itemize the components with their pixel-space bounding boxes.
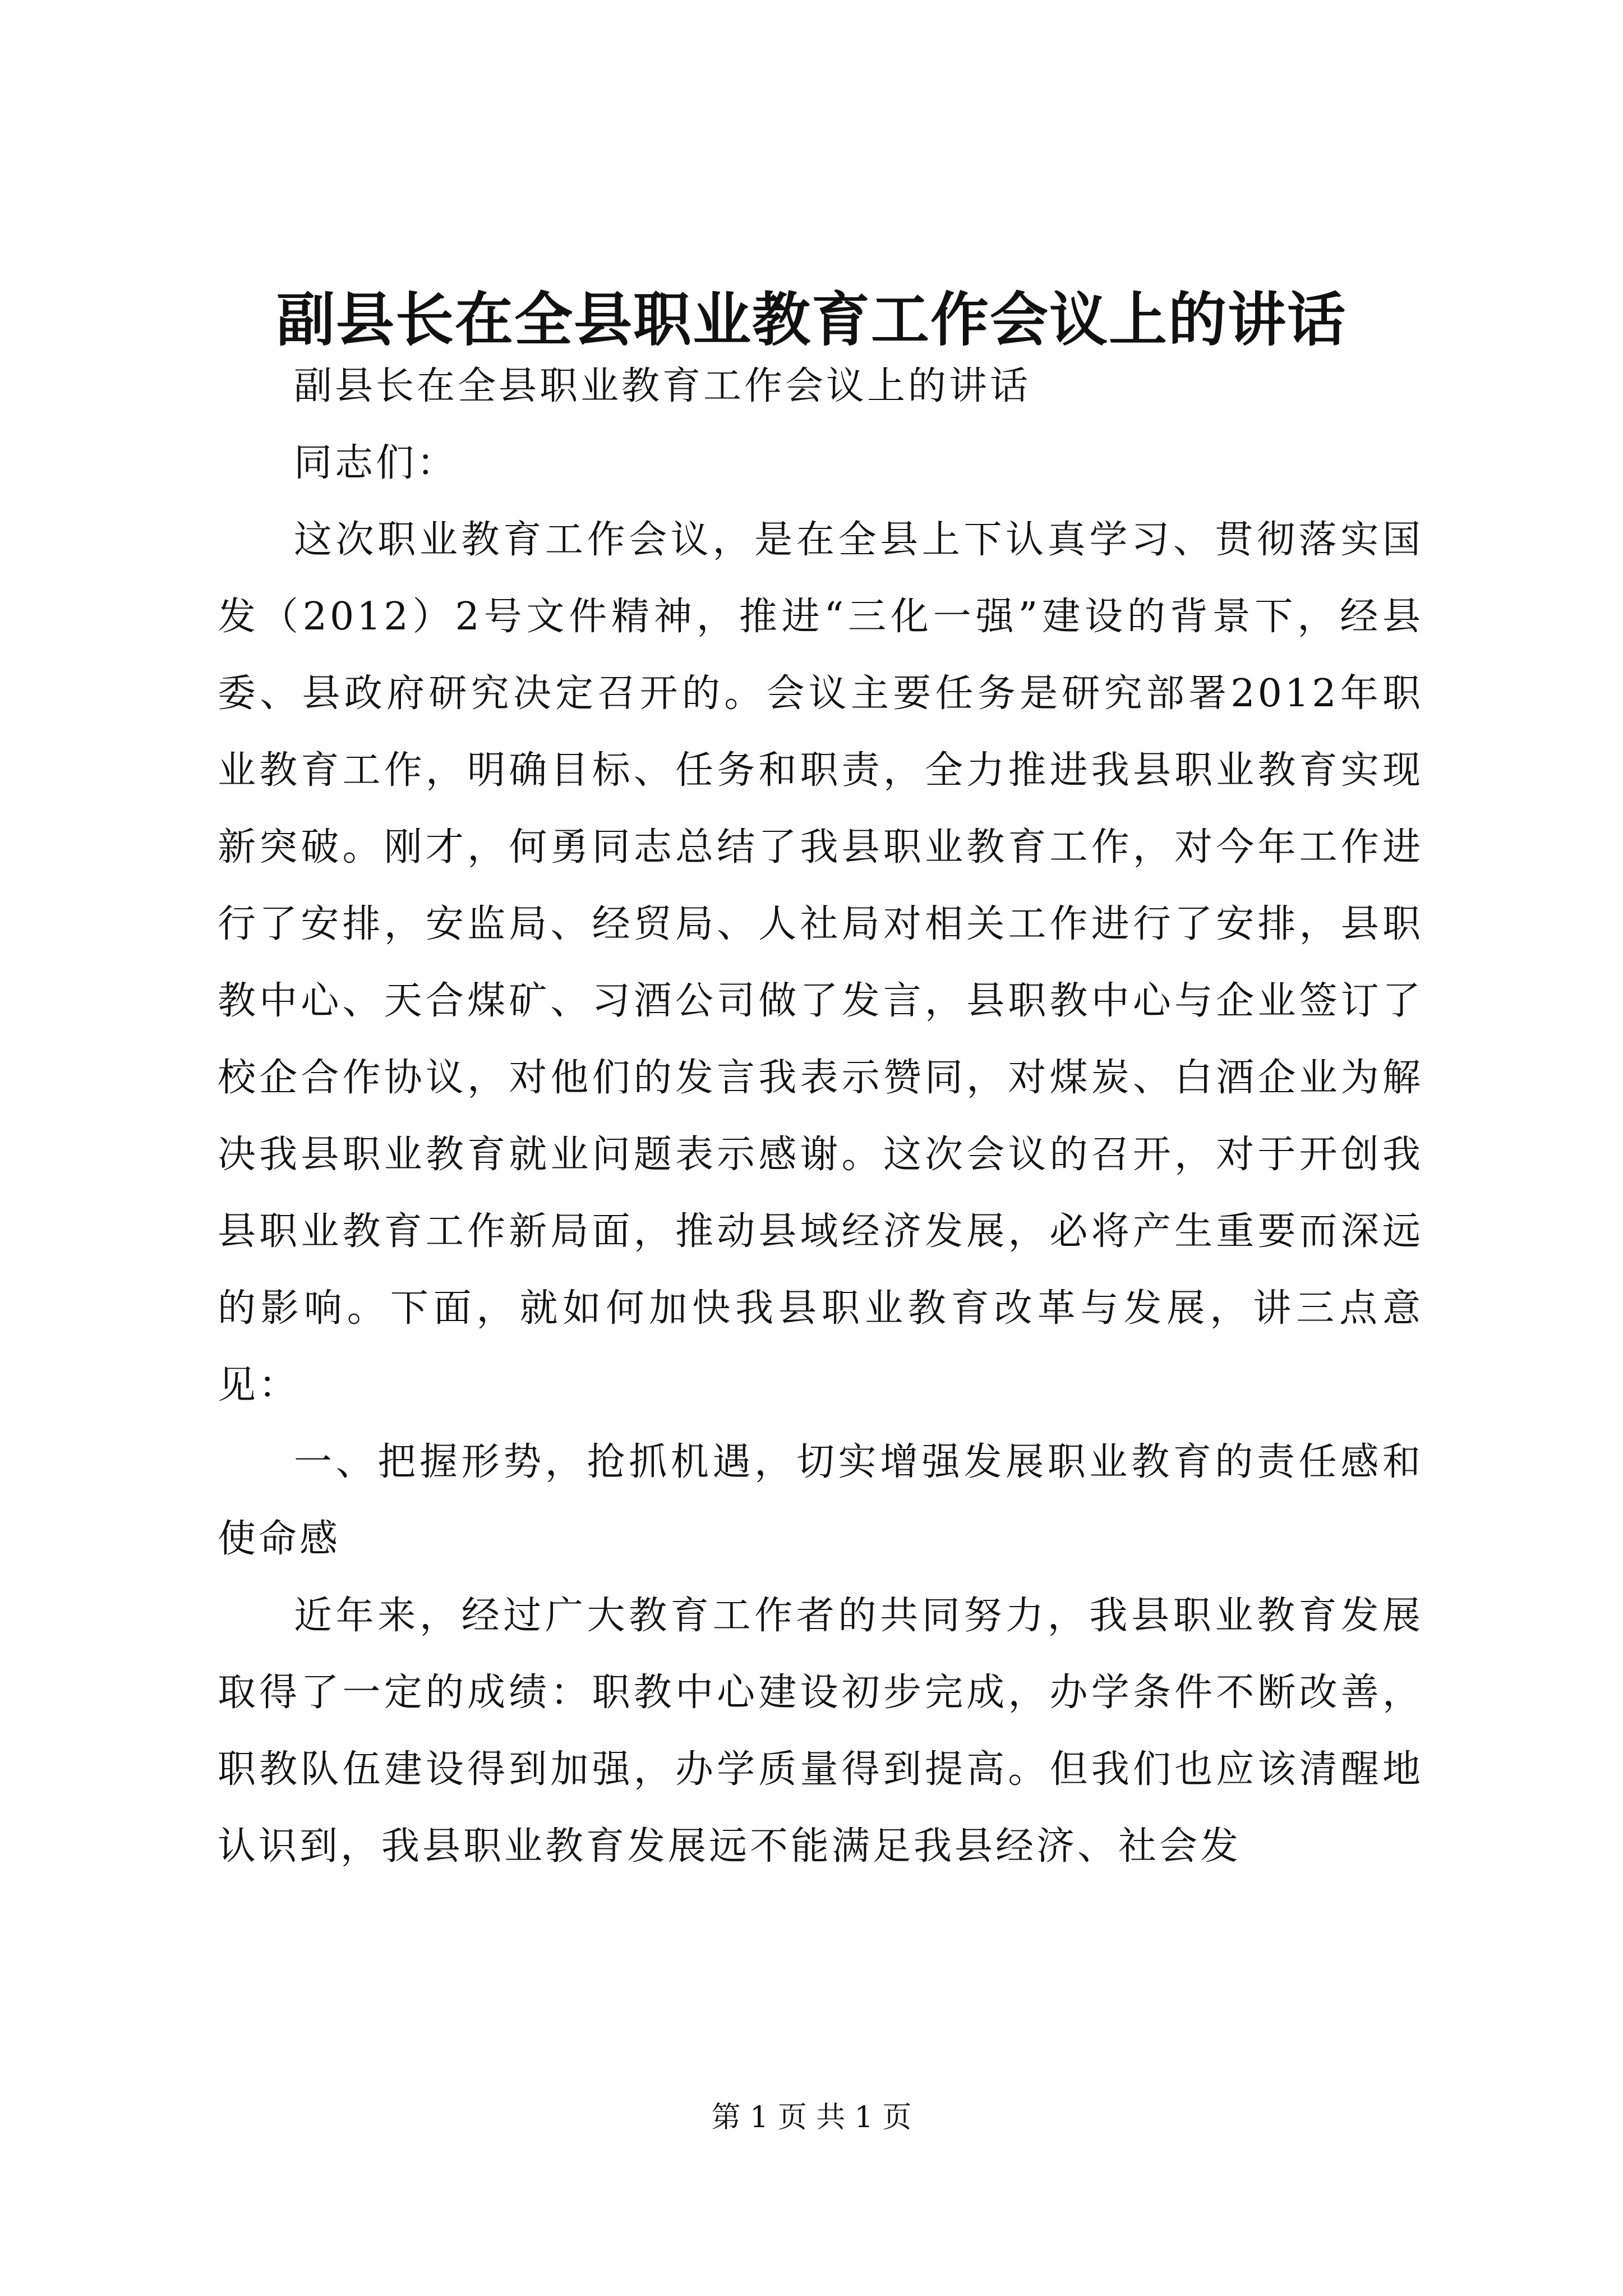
document-body <box>218 348 1423 1885</box>
body-paragraph: 这次职业教育工作会议，是在全县上下认真学习、贯彻落实国发（2012）2号文件精神，推进“三化一强”建设的背景下，经县委、县政府研究决定召开的。会议主要任务是研究部署2012年职业教育工作，明确目标、任务和职责，全力推进我县职业教育实现新突破。刚才，何勇同志总结了我县职业教育工作，对今年工作进行了安排，安监局、经贸局、人社局对相关工作进行了安排，县职教中心、天合煤矿、习酒公司做了发言，县职教中心与企业签订了校企合作协议，对他们的发言我表示赞同，对煤炭、白酒企业为解决我县职业教育就业问题表示感谢。这次会议的召开，对于开创我县职业教育工作新局面，推动县域经济发展，必将产生重要而深远的影响。下面，就如何加快我县职业教育改革与发展，讲三点意见： <box>218 518 1423 1407</box>
subtitle-paragraph: 副县长在全县职业教育工作会议上的讲话 <box>294 364 1031 408</box>
section-heading-paragraph: 一、把握形势，抢抓机遇，切实增强发展职业教育的责任感和使命感 <box>218 1440 1423 1561</box>
body-paragraph: 近年来，经过广大教育工作者的共同努力，我县职业教育发展取得了一定的成绩：职教中心建设初步完成，办学条件不断改善，职教队伍建设得到加强，办学质量得到提高。但我们也应该清醒地认识到，我县职业教育发展远不能满足我县经济、社会发 <box>218 1594 1423 1869</box>
page-footer: 第 1 页 共 1 页 <box>711 2101 912 2134</box>
salutation-paragraph: 同志们： <box>294 441 458 485</box>
document-title: 副县长在全县职业教育工作会议上的讲话 <box>276 285 1347 354</box>
